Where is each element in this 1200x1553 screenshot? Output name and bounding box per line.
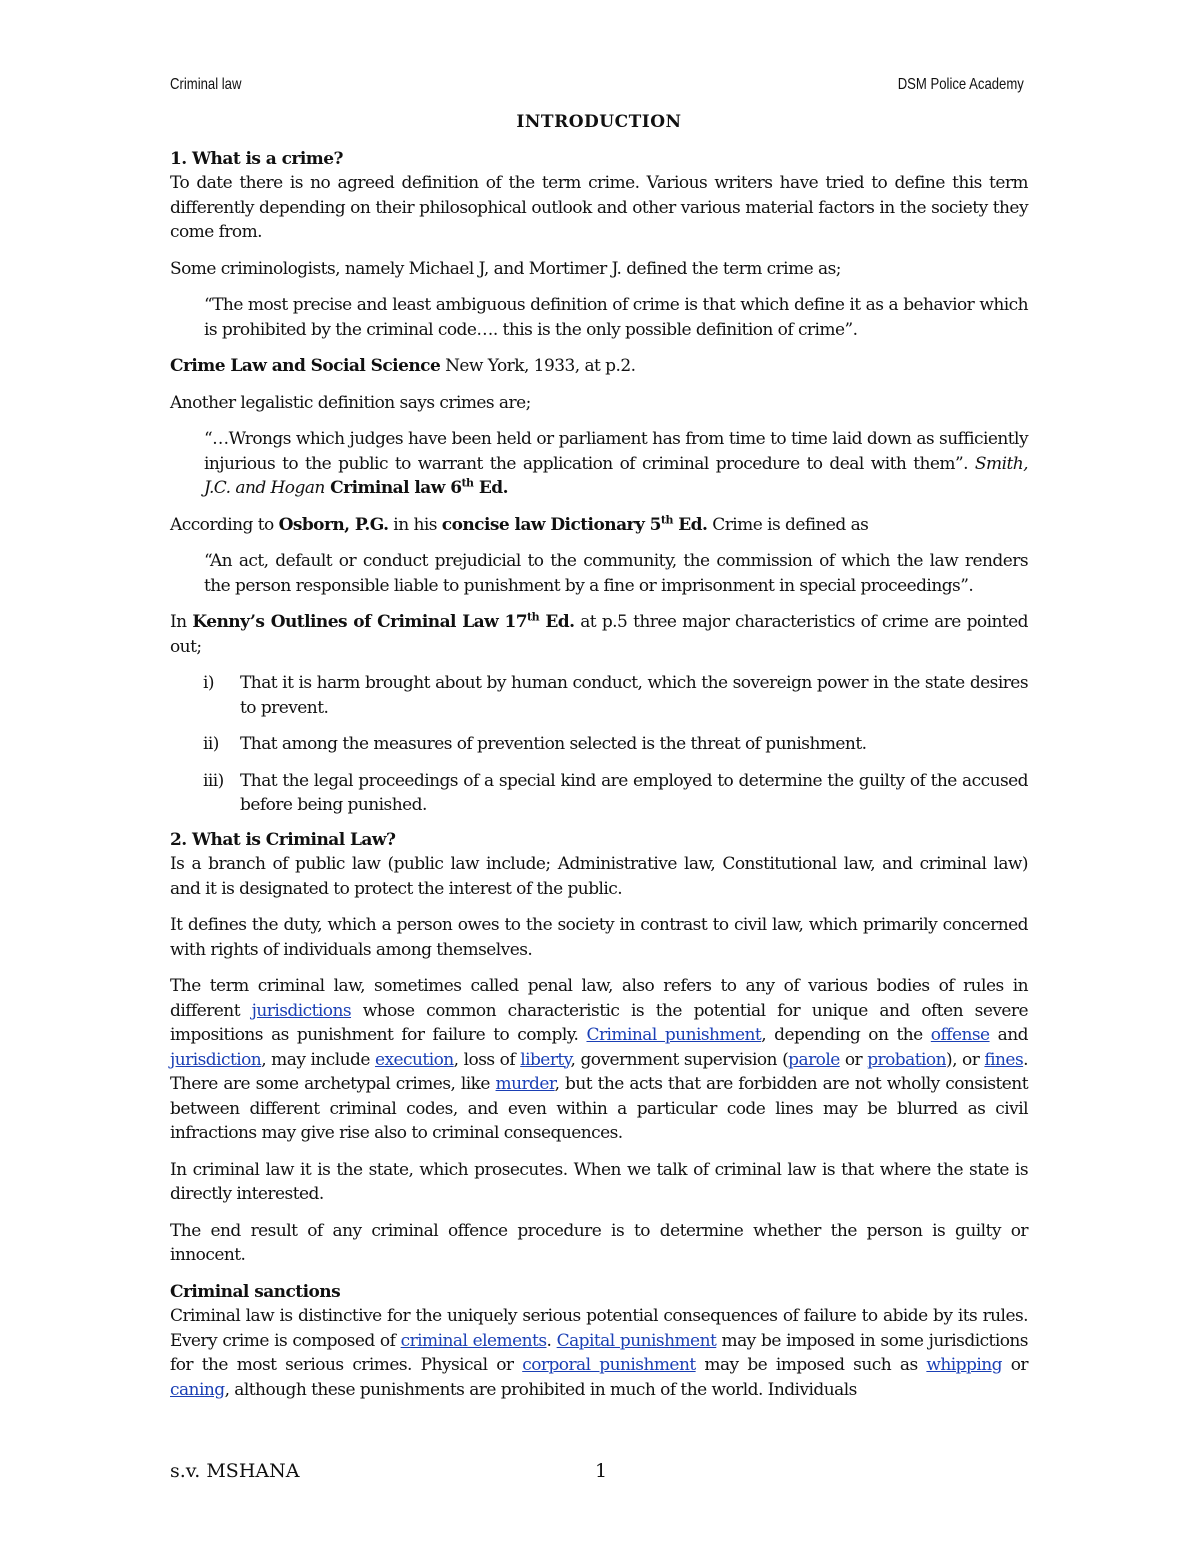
link-offense[interactable]: offense	[930, 1025, 990, 1045]
list-item: i) That it is harm brought about by human conduct, which the sovereign power in the state desires to prevent.	[203, 673, 1028, 718]
paragraph: To date there is no agreed definition of the term crime. Various writers have tried to define this term differently depending on their philosophical outlook and other various material factors in the society they come from.	[170, 173, 1028, 242]
page-title: INTRODUCTION	[516, 112, 682, 132]
link-fines[interactable]: fines	[984, 1049, 1024, 1070]
section-heading-criminal-law: 2. What is Criminal Law?	[170, 829, 396, 850]
quote-block: “…Wrongs which judges have been held or parliament has from time to time laid down as sufficiently injurious to the public to warrant the application of criminal procedure to deal with them”. Smith, J.C. and Hogan Criminal law 6th Ed.	[204, 429, 1028, 498]
link-criminal-elements[interactable]: criminal elements	[400, 1330, 547, 1351]
quote-block: “The most precise and least ambiguous definition of crime is that which define it as a behavior which is prohibited by the criminal code…. this is the only possible definition of crime”.	[204, 295, 1028, 340]
link-capital-punishment[interactable]: Capital punishment	[556, 1330, 717, 1351]
paragraph: In criminal law it is the state, which prosecutes. When we talk of criminal law is that where the state is directly interested.	[170, 1159, 1028, 1204]
document-body	[170, 110, 1028, 1414]
paragraph: In Kenny’s Outlines of Criminal Law 17th Ed. at p.5 three major characteristics of crime are pointed out;	[170, 610, 1029, 657]
paragraph: Criminal law is distinctive for the uniquely serious potential consequences of failure to abide by its rules. Every crime is composed of criminal elements. Capital punishment may be imposed in some jurisdictions for the most serious crimes. Physical or corporal punishment may be imposed such as whipping or caning, although these punishments are prohibited in much of the world. Individuals	[170, 1306, 1028, 1400]
link-criminal-punishment[interactable]: Criminal punishment	[586, 1025, 762, 1045]
link-murder[interactable]: murder	[495, 1074, 555, 1094]
paragraph: Another legalistic definition says crimes are;	[170, 392, 531, 413]
link-caning[interactable]: caning	[170, 1379, 225, 1400]
header-right: DSM Police Academy	[897, 76, 1024, 93]
section-heading-crime: 1. What is a crime?	[170, 148, 343, 169]
citation: Crime Law and Social Science New York, 1933, at p.2.	[170, 356, 636, 376]
link-liberty[interactable]: liberty	[520, 1049, 571, 1070]
link-parole[interactable]: parole	[788, 1049, 840, 1070]
citation-title: Crime Law and Social Science	[170, 356, 441, 376]
link-whipping[interactable]: whipping	[926, 1355, 1002, 1375]
link-jurisdictions[interactable]: jurisdictions	[251, 1000, 352, 1021]
section-heading-criminal-sanctions: Criminal sanctions	[170, 1281, 341, 1302]
page-number: 1	[595, 1460, 608, 1482]
characteristics-list	[170, 671, 1028, 818]
link-corporal-punishment[interactable]: corporal punishment	[522, 1355, 696, 1375]
paragraph: It defines the duty, which a person owes to the society in contrast to civil law, which primarily concerned with rights of individuals among themselves.	[170, 915, 1028, 960]
paragraph: According to Osborn, P.G. in his concise law Dictionary 5th Ed. Crime is defined as	[170, 512, 869, 535]
header-left: Criminal law	[170, 76, 242, 93]
paragraph: Is a branch of public law (public law include; Administrative law, Constitutional law, and criminal law) and it is designated to protect the interest of the public.	[170, 854, 1028, 899]
list-item: iii) That the legal proceedings of a special kind are employed to determine the guilty of the accused before being punished.	[203, 770, 1028, 815]
list-item: ii) That among the measures of prevention selected is the threat of punishment.	[203, 734, 867, 754]
paragraph: The term criminal law, sometimes called penal law, also refers to any of various bodies of rules in different jurisdictions whose common characteristic is the potential for unique and often severe impositions as punishment for failure to comply. Criminal punishment, depending on the offense and jurisdiction, may include execution, loss of liberty, government supervision (parole or probation), or fines. There are some archetypal crimes, like murder, but the acts that are forbidden are not wholly consistent between different criminal codes, and even within a particular code lines may be blurred as civil infractions may give rise also to criminal consequences.	[170, 976, 1028, 1143]
quote-block: “An act, default or conduct prejudicial to the community, the commission of which the law renders the person responsible liable to punishment by a fine or imprisonment in special proceedings”.	[204, 551, 1028, 596]
link-jurisdiction[interactable]: jurisdiction	[170, 1049, 262, 1070]
link-probation[interactable]: probation	[867, 1049, 946, 1070]
footer-author: s.v. MSHANA	[170, 1460, 300, 1482]
link-execution[interactable]: execution	[374, 1049, 454, 1070]
paragraph: Some criminologists, namely Michael J, and Mortimer J. defined the term crime as;	[170, 258, 841, 279]
paragraph: The end result of any criminal offence procedure is to determine whether the person is guilty or innocent.	[170, 1220, 1028, 1265]
